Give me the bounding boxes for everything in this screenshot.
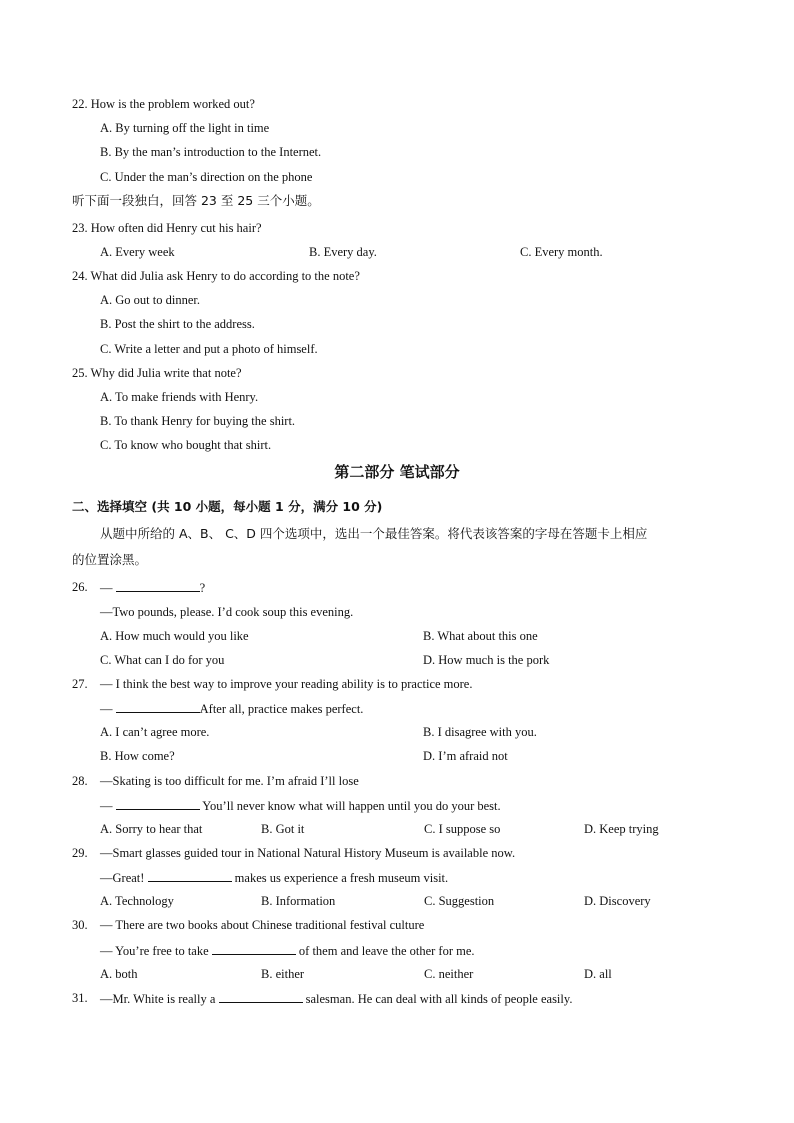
text: — <box>100 799 116 813</box>
answer-blank <box>212 942 296 955</box>
option: A. Sorry to hear that <box>100 822 203 836</box>
text: ? <box>199 581 206 595</box>
question-29-line2 <box>100 869 448 886</box>
answer-blank <box>219 990 303 1003</box>
option: D. Discovery <box>584 894 651 908</box>
option: A. I can’t agree more. <box>100 725 210 739</box>
part-title: 第二部分 笔试部分 <box>334 463 460 481</box>
option: B. To thank Henry for buying the shirt. <box>100 414 296 428</box>
option: B. By the man’s introduction to the Internet. <box>100 145 322 159</box>
option: A. How much would you like <box>100 629 249 643</box>
listening-instruction: 听下面一段独白，回答 23 至 25 三个小题。 <box>72 193 320 208</box>
question-number: 27. <box>72 677 88 691</box>
section-instruction: 从题中所给的 A、B、 C、D 四个选项中，选出一个最佳答案。将代表该答案的字母在答题卡上相应 <box>100 526 648 541</box>
question-28-line1: —Skating is too difficult for me. I’m afraid I’ll lose <box>100 774 359 788</box>
question-23-stem: 23. How often did Henry cut his hair? <box>72 221 262 235</box>
option: B. either <box>261 967 305 981</box>
question-28-line2 <box>100 797 501 814</box>
text: —Mr. White is really a <box>100 992 219 1006</box>
answer-blank <box>116 700 200 713</box>
option: A. Go out to dinner. <box>100 293 200 307</box>
text: of them and leave the other for me. <box>295 944 475 958</box>
option: C. To know who bought that shirt. <box>100 438 272 452</box>
option: B. Information <box>261 894 336 908</box>
question-22-stem: 22. How is the problem worked out? <box>72 97 255 111</box>
question-27-line2 <box>100 700 363 717</box>
option: C. I suppose so <box>424 822 501 836</box>
question-31-line1 <box>100 990 572 1007</box>
question-26-line1 <box>100 579 205 596</box>
question-number: 29. <box>72 846 88 860</box>
answer-blank <box>116 797 200 810</box>
section-instruction-cont: 的位置涂黑。 <box>72 552 148 567</box>
question-number: 31. <box>72 991 88 1005</box>
option: B. Got it <box>261 822 305 836</box>
option: C. What can I do for you <box>100 653 225 667</box>
text: — You’re free to take <box>100 944 212 958</box>
answer-blank <box>148 869 232 882</box>
question-24-stem: 24. What did Julia ask Henry to do according to the note? <box>72 269 360 283</box>
question-26-line2: —Two pounds, please. I’d cook soup this evening. <box>100 605 354 619</box>
option: B. What about this one <box>423 629 538 643</box>
text: You’ll never know what will happen until you do your best. <box>199 799 501 813</box>
text: — <box>100 581 116 595</box>
option: A. Technology <box>100 894 174 908</box>
option: C. Under the man’s direction on the phone <box>100 170 313 184</box>
text: makes us experience a fresh museum visit. <box>231 871 449 885</box>
answer-blank <box>116 579 200 592</box>
option: B. Post the shirt to the address. <box>100 317 255 331</box>
option: A. Every week <box>100 245 175 259</box>
option: C. Every month. <box>520 245 603 259</box>
text: —Great! <box>100 871 148 885</box>
option: D. I’m afraid not <box>423 749 508 763</box>
question-number: 30. <box>72 918 88 932</box>
question-30-line2 <box>100 942 475 959</box>
option: B. Every day. <box>309 245 377 259</box>
option: D. all <box>584 967 612 981</box>
option: D. How much is the pork <box>423 653 550 667</box>
text: — <box>100 702 116 716</box>
option: C. Write a letter and put a photo of himself. <box>100 342 318 356</box>
option: C. Suggestion <box>424 894 495 908</box>
option: C. neither <box>424 967 474 981</box>
option: B. How come? <box>100 749 175 763</box>
question-number: 26. <box>72 580 88 594</box>
text: salesman. He can deal with all kinds of people easily. <box>302 992 573 1006</box>
question-29-line1: —Smart glasses guided tour in National Natural History Museum is available now. <box>100 846 516 860</box>
option: A. By turning off the light in time <box>100 121 270 135</box>
question-27-line1: — I think the best way to improve your reading ability is to practice more. <box>100 677 473 691</box>
text: After all, practice makes perfect. <box>199 702 364 716</box>
question-number: 28. <box>72 774 88 788</box>
question-25-stem: 25. Why did Julia write that note? <box>72 366 242 380</box>
option: D. Keep trying <box>584 822 659 836</box>
option: A. both <box>100 967 138 981</box>
option: A. To make friends with Henry. <box>100 390 259 404</box>
section-heading: 二、选择填空 (共 10 小题，每小题 1 分，满分 10 分) <box>72 499 383 514</box>
question-30-line1: — There are two books about Chinese traditional festival culture <box>100 918 425 932</box>
option: B. I disagree with you. <box>423 725 537 739</box>
